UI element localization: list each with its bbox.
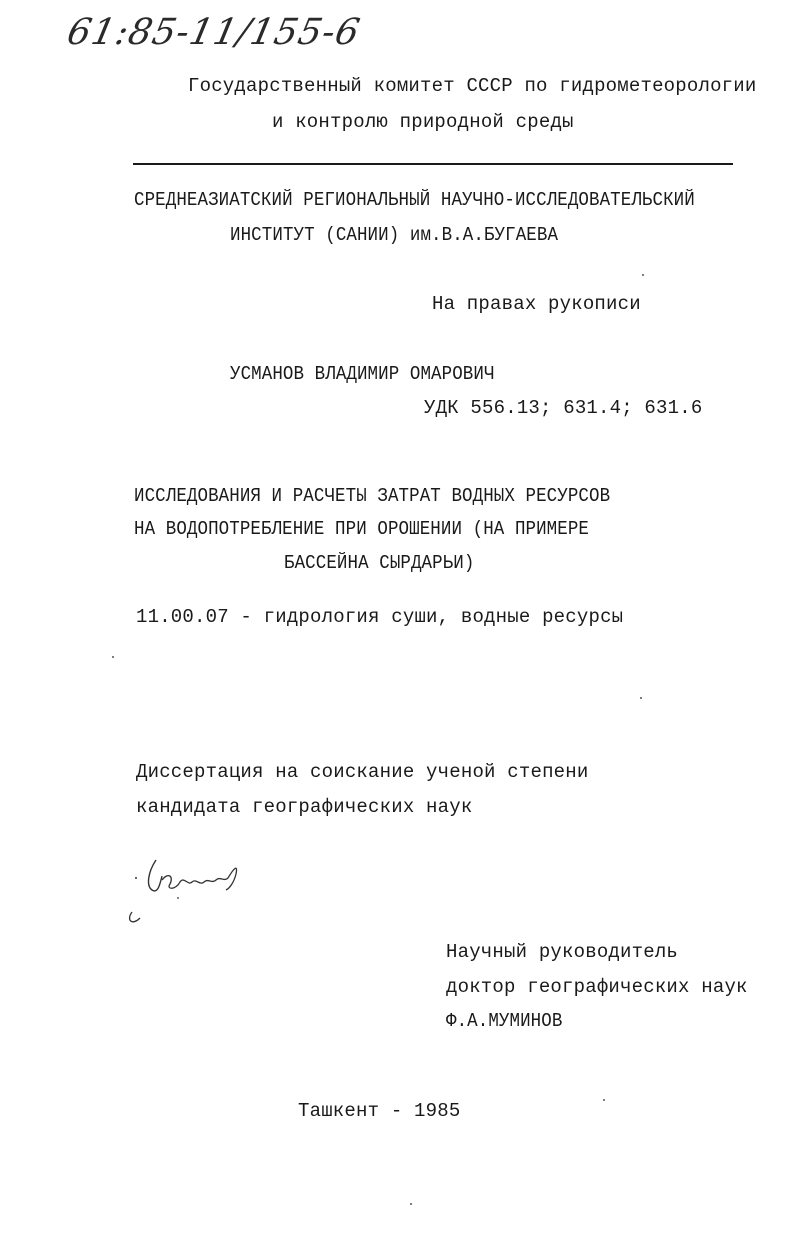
handwritten-signature	[118, 850, 248, 930]
committee-line-2: и контролю природной среды	[272, 111, 574, 133]
scan-speck	[603, 1099, 605, 1101]
author-name: УСМАНОВ ВЛАДИМИР ОМАРОВИЧ	[230, 363, 495, 385]
archive-code-handwritten: 61:85-11/155-6	[63, 12, 364, 53]
supervisor-degree: доктор географических наук	[446, 976, 748, 998]
title-line-1: ИССЛЕДОВАНИЯ И РАСЧЕТЫ ЗАТРАТ ВОДНЫХ РЕСУРСОВ	[134, 485, 611, 507]
header-divider	[133, 163, 733, 165]
supervisor-name: Ф.А.МУМИНОВ	[446, 1010, 563, 1032]
dissertation-line-1: Диссертация на соискание ученой степени	[136, 761, 589, 783]
scan-speck	[112, 656, 114, 658]
place-and-year: Ташкент - 1985	[298, 1100, 461, 1122]
supervisor-title: Научный руководитель	[446, 941, 679, 963]
institute-line-2: ИНСТИТУТ (САНИИ) им.В.А.БУГАЕВА	[230, 224, 559, 246]
dissertation-line-2: кандидата географических наук	[136, 796, 473, 818]
scan-speck	[642, 274, 644, 276]
title-line-3: БАССЕЙНА СЫРДАРЬИ)	[284, 552, 475, 574]
scan-speck	[410, 1203, 412, 1205]
institute-line-1: СРЕДНЕАЗИАТСКИЙ РЕГИОНАЛЬНЫЙ НАУЧНО-ИССЛЕДОВАТЕЛЬСКИЙ	[134, 189, 695, 211]
manuscript-rights: На правах рукописи	[432, 293, 641, 315]
committee-line-1: Государственный комитет СССР по гидрометеорологии	[188, 75, 757, 97]
scan-speck	[640, 697, 642, 699]
title-line-2: НА ВОДОПОТРЕБЛЕНИЕ ПРИ ОРОШЕНИИ (НА ПРИМЕРЕ	[134, 518, 590, 540]
udk-codes: УДК 556.13; 631.4; 631.6	[424, 397, 703, 419]
specialty-code: 11.00.07 - гидрология суши, водные ресурсы	[136, 606, 624, 628]
